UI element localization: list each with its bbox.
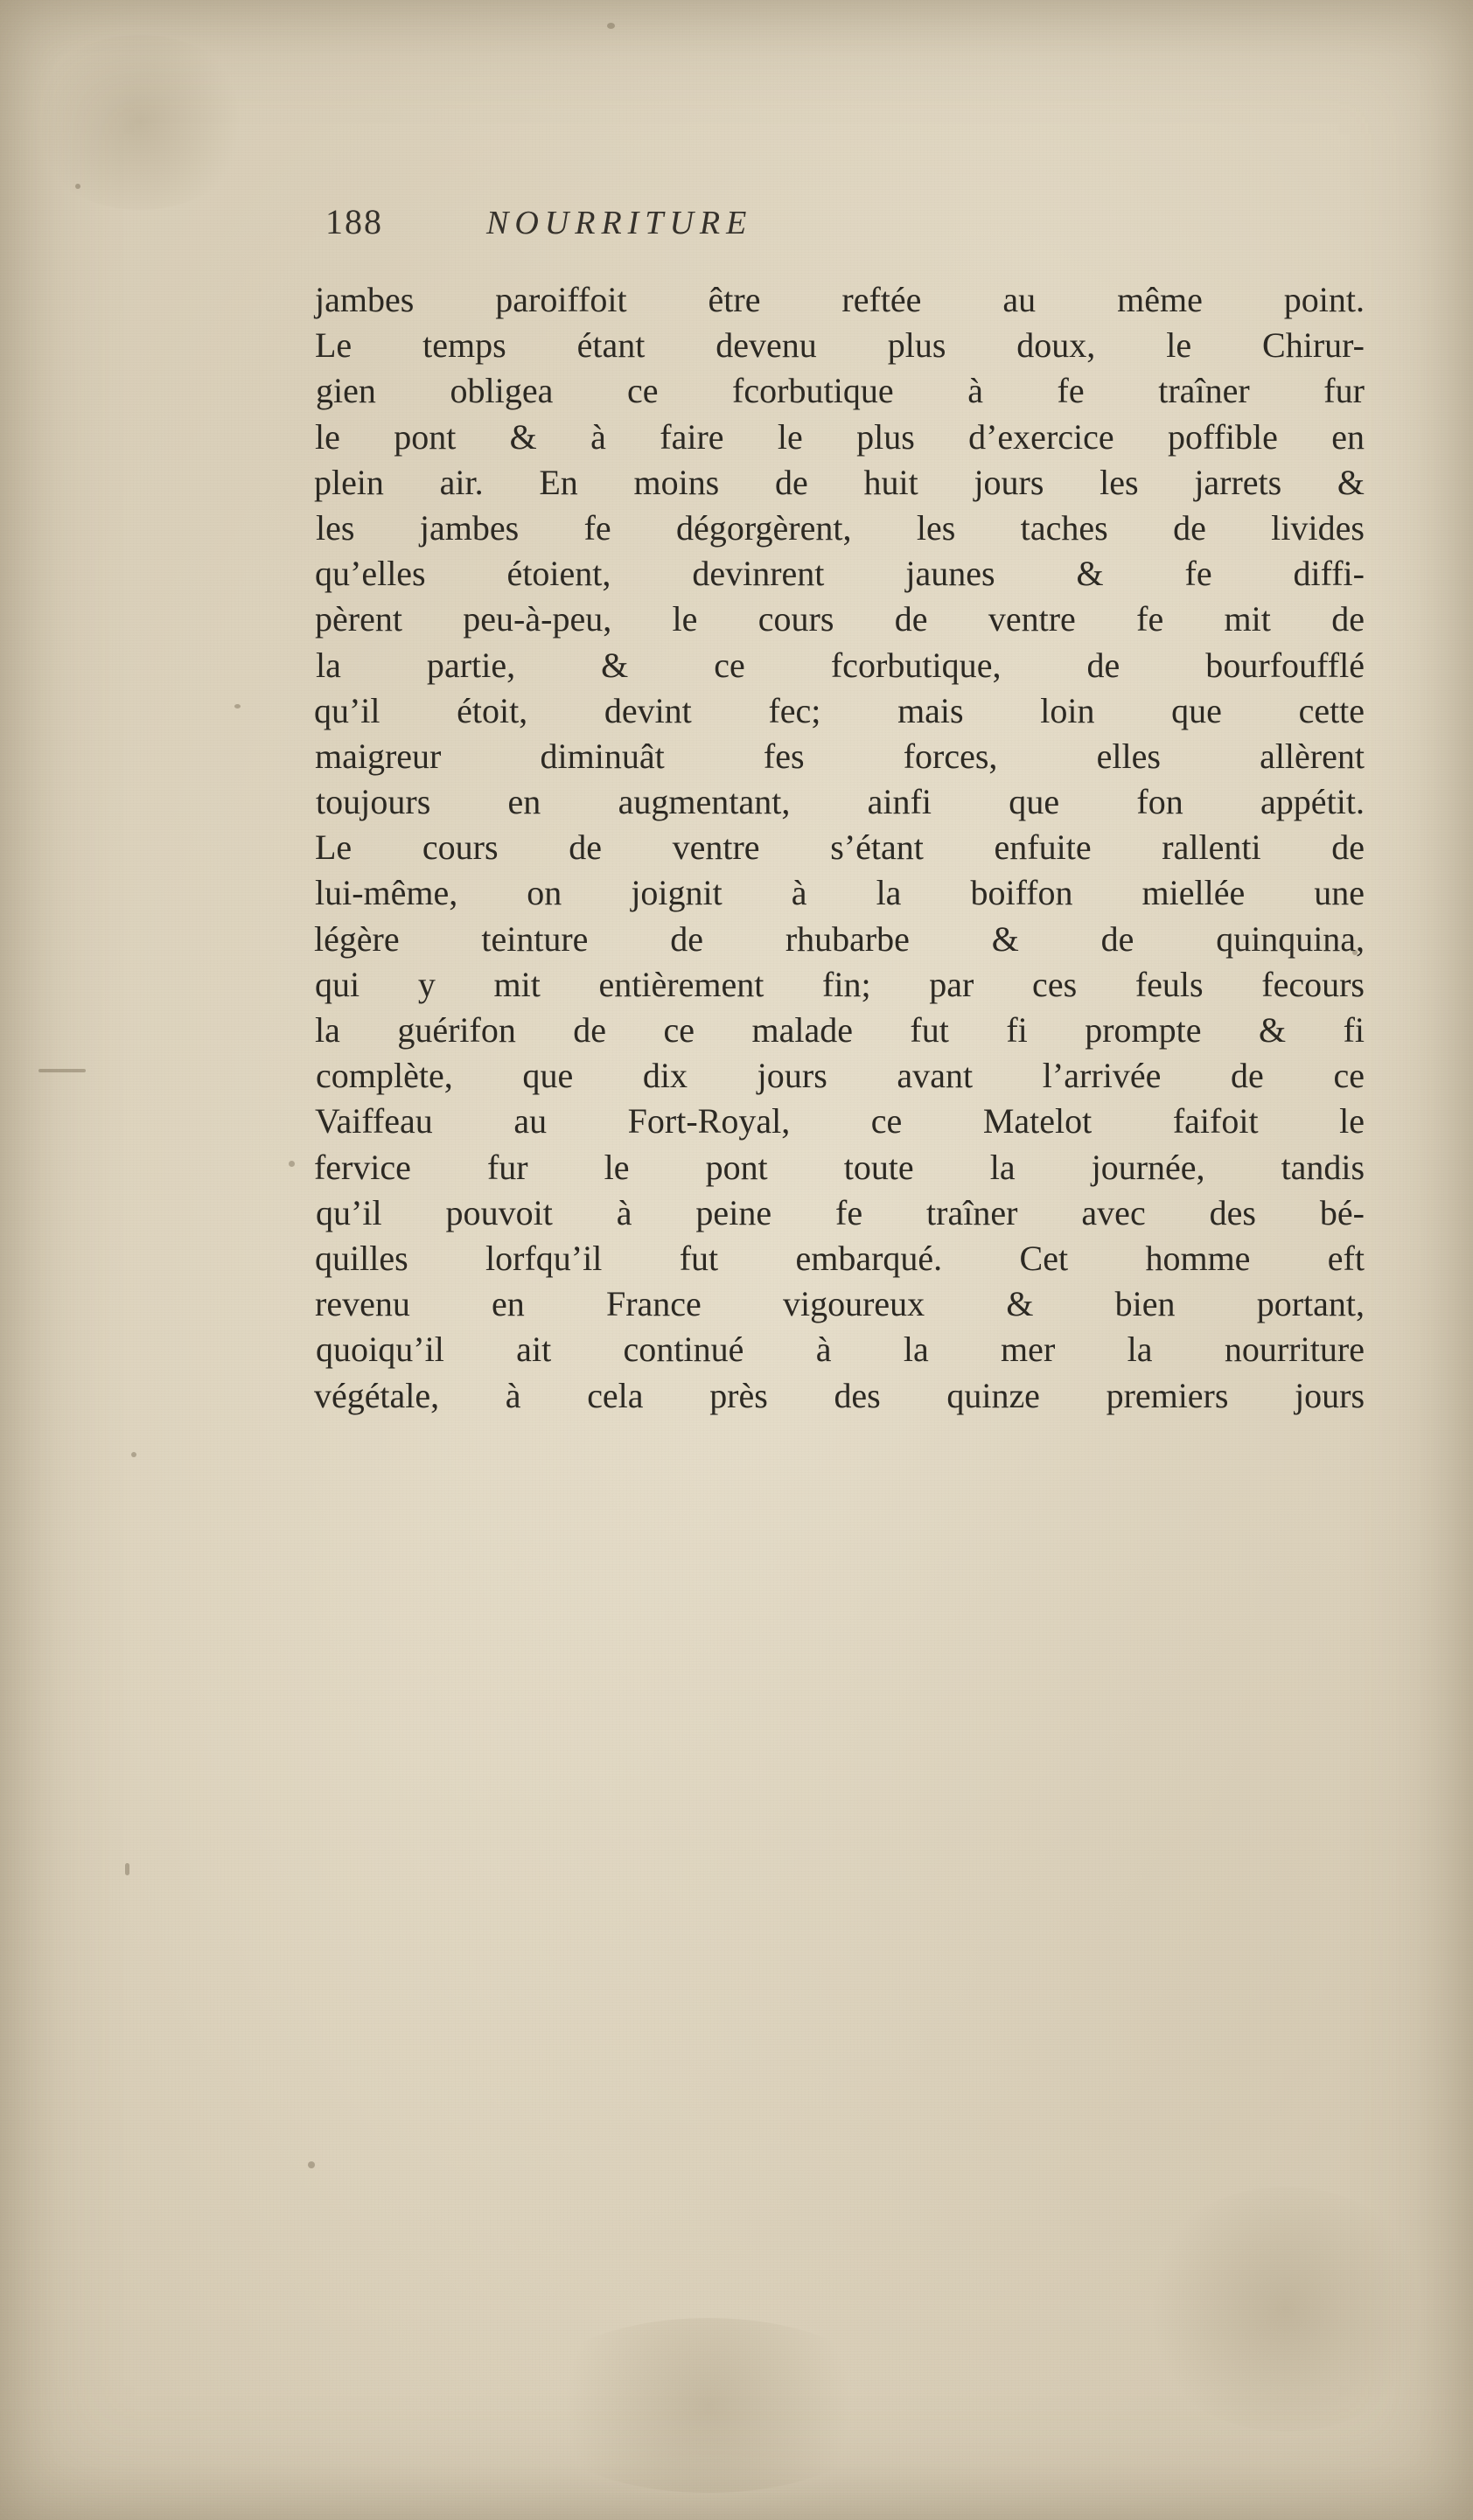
- text-line: légère teinture de rhubarbe & de quinquina,: [314, 918, 1365, 959]
- text-line: le pont & à faire le plus d’exercice poffible en: [315, 416, 1365, 457]
- text-line: toujours en augmentant, ainfi que fon appétit.: [316, 782, 1365, 822]
- text-line: végétale, à cela près des quinze premiers jours: [314, 1375, 1365, 1415]
- paper-stain: [1137, 2187, 1435, 2432]
- paper-speck: [308, 2161, 315, 2168]
- paper-speck: [234, 704, 241, 709]
- body-text: [315, 277, 1365, 1419]
- text-line: Vaiffeau au Fort-Royal, ce Matelot faifoit le: [315, 1101, 1365, 1141]
- page-header: [315, 201, 1365, 242]
- text-line: quilles lorfqu’il fut embarqué. Cet homme eft: [315, 1238, 1365, 1278]
- text-line: complète, que dix jours avant l’arrivée de ce: [316, 1056, 1365, 1096]
- running-title: NOURRITURE: [486, 205, 753, 241]
- text-line: gien obligea ce fcorbutique à fe traîner fur: [316, 371, 1365, 411]
- text-line: qu’il pouvoit à peine fe traîner avec des bé-: [316, 1192, 1365, 1232]
- text-line: la guérifon de ce malade fut fi prompte & fi: [315, 1010, 1365, 1050]
- paper-speck: [38, 1069, 86, 1072]
- paper-stain: [26, 35, 254, 210]
- text-line: la partie, & ce fcorbutique, de bourfoufflé: [316, 645, 1365, 685]
- text-line: revenu en France vigoureux & bien portant,: [315, 1284, 1365, 1324]
- text-line: les jambes fe dégorgèrent, les taches de livides: [316, 507, 1365, 548]
- text-column: [315, 201, 1365, 1419]
- text-line: quoiqu’il ait continué à la mer la nourriture: [316, 1330, 1365, 1370]
- text-line: Le temps étant devenu plus doux, le Chirur-: [315, 325, 1365, 366]
- text-line: qu’elles étoient, devinrent jaunes & fe diffi-: [315, 554, 1365, 594]
- text-line: qui y mit entièrement fin; par ces feuls fecours: [315, 964, 1365, 1004]
- text-line: fervice fur le pont toute la journée, tandis: [314, 1147, 1365, 1187]
- text-line: qu’il étoit, devint fec; mais loin que cette: [314, 690, 1365, 730]
- text-line: jambes paroiffoit être reftée au même point.: [315, 280, 1365, 319]
- paper-speck: [75, 184, 80, 189]
- paper-stain: [525, 2318, 892, 2493]
- folio-number: 188: [325, 202, 383, 241]
- text-line: maigreur diminuât fes forces, elles allèrent: [315, 736, 1365, 776]
- paper-speck: [607, 23, 615, 29]
- text-line: Le cours de ventre s’étant enfuite rallenti de: [315, 827, 1365, 868]
- text-line: lui-même, on joignit à la boiffon miellée une: [315, 873, 1365, 913]
- paper-speck: [125, 1863, 129, 1875]
- paper-speck: [289, 1161, 295, 1167]
- paper-speck: [131, 1452, 136, 1457]
- text-line: plein air. En moins de huit jours les jarrets &: [314, 462, 1365, 502]
- text-line: pèrent peu-à-peu, le cours de ventre fe mit de: [315, 599, 1365, 639]
